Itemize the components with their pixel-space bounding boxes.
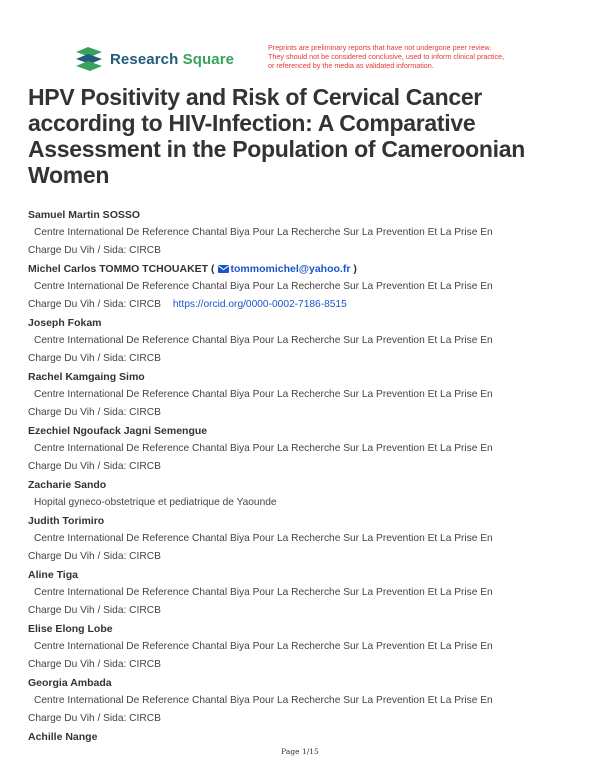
research-square-logo-icon [74, 46, 104, 72]
author-entry [28, 476, 573, 512]
author-affiliation: Centre International De Reference Chantal Biya Pour La Recherche Sur La Prevention Et La Prise En [34, 695, 493, 706]
author-name: Georgia Ambada [28, 677, 112, 689]
author-entry [28, 674, 573, 728]
author-affiliation: Centre International De Reference Chantal Biya Pour La Recherche Sur La Prevention Et La Prise En [34, 443, 493, 454]
author-entry [28, 728, 573, 746]
author-entry [28, 566, 573, 620]
paper-title: HPV Positivity and Risk of Cervical Cancer according to HIV-Infection: A Comparative Assessment in the Population of Cameroonian Women [28, 84, 526, 188]
logo-wordmark-accent: Square [182, 50, 235, 68]
author-affiliation: Centre International De Reference Chantal Biya Pour La Recherche Sur La Prevention Et La Prise En [34, 335, 493, 346]
author-affiliation-cont: Charge Du Vih / Sida: CIRCB [28, 245, 161, 256]
logo-wordmark-primary: Research [110, 50, 179, 68]
logo-wordmark [110, 51, 234, 68]
author-name: Judith Torimiro [28, 515, 105, 527]
preprint-notice-line: Preprints are preliminary reports that have not undergone peer review. [268, 43, 492, 52]
author-name: Rachel Kamgaing Simo [28, 371, 145, 383]
author-name: Achille Nange [28, 731, 98, 743]
author-affiliation: Centre International De Reference Chantal Biya Pour La Recherche Sur La Prevention Et La Prise En [34, 227, 493, 238]
preprint-notice [268, 44, 568, 70]
author-affiliation: Hopital gyneco-obstetrique et pediatrique de Yaounde [34, 497, 277, 508]
orcid-link[interactable]: https://orcid.org/0000-0002-7186-8515 [172, 299, 347, 310]
author-affiliation: Centre International De Reference Chantal Biya Pour La Recherche Sur La Prevention Et La Prise En [34, 389, 493, 400]
author-name: Ezechiel Ngoufack Jagni Semengue [28, 425, 208, 437]
author-affiliation-cont: Charge Du Vih / Sida: CIRCB https://orcid.org/0000-0002-7186-8515 [28, 299, 347, 310]
author-list [28, 206, 573, 746]
author-affiliation: Centre International De Reference Chantal Biya Pour La Recherche Sur La Prevention Et La Prise En [34, 641, 493, 652]
mail-icon [218, 265, 229, 273]
author-entry [28, 620, 573, 674]
preprint-notice-line: or referenced by the media as validated information. [268, 60, 434, 70]
author-affiliation-cont: Charge Du Vih / Sida: CIRCB [28, 713, 161, 724]
author-entry [28, 260, 573, 314]
research-square-logo[interactable] [74, 46, 234, 72]
author-affiliation: Centre International De Reference Chantal Biya Pour La Recherche Sur La Prevention Et La Prise En [34, 533, 493, 544]
author-entry [28, 512, 573, 566]
author-name: Joseph Fokam [28, 317, 102, 329]
author-affiliation-cont: Charge Du Vih / Sida: CIRCB [28, 353, 161, 364]
author-entry [28, 368, 573, 422]
page-number: Page 1/15 [281, 747, 319, 756]
author-email-link[interactable]: tommomichel@yahoo.fr [230, 263, 351, 275]
author-name: Zacharie Sando [28, 479, 107, 491]
preprint-notice-line: They should not be considered conclusive, used to inform clinical practice, [268, 51, 505, 61]
corresponding-author-name: Michel Carlos TOMMO TCHOUAKET ( tommomichel@yahoo.fr ) [28, 263, 357, 275]
author-name: Samuel Martin SOSSO [28, 209, 141, 221]
author-affiliation-cont: Charge Du Vih / Sida: CIRCB [28, 551, 161, 562]
author-entry [28, 422, 573, 476]
author-affiliation: Centre International De Reference Chantal Biya Pour La Recherche Sur La Prevention Et La Prise En [34, 587, 493, 598]
author-entry [28, 314, 573, 368]
author-name: Aline Tiga [28, 569, 78, 581]
author-affiliation-cont: Charge Du Vih / Sida: CIRCB [28, 659, 161, 670]
page-header [0, 0, 600, 80]
author-affiliation-cont: Charge Du Vih / Sida: CIRCB [28, 407, 161, 418]
author-name: Elise Elong Lobe [28, 623, 113, 635]
author-entry [28, 206, 573, 260]
author-affiliation: Centre International De Reference Chantal Biya Pour La Recherche Sur La Prevention Et La Prise En [34, 281, 493, 292]
author-affiliation-cont: Charge Du Vih / Sida: CIRCB [28, 461, 161, 472]
author-affiliation-cont: Charge Du Vih / Sida: CIRCB [28, 605, 161, 616]
